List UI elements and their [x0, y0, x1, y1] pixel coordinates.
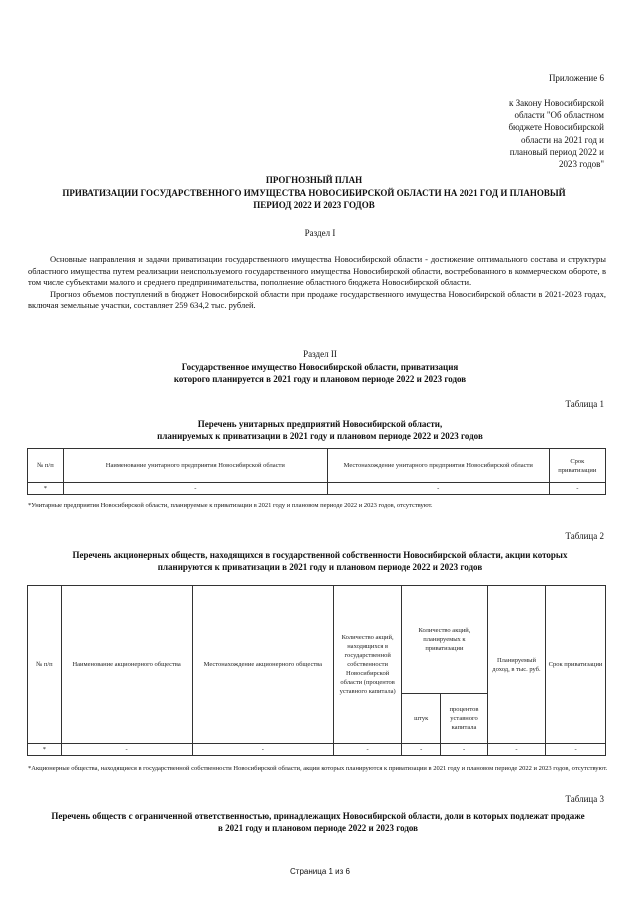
joint-stock-companies-table: [27, 585, 606, 756]
section-1-paragraph: Основные направления и задачи приватизации государственного имущества Новосибирской области - достижение оптимального состава и структуры областного имущества путем реализации неиспользуемого государственного имущества Новосибирской области, востребованного в коммерческом обороте, в том числе субъектами малого и среднего предпринимательства, пополнение областного бюджета Новосибирской области.: [28, 254, 606, 287]
unitary-enterprises-table: [27, 448, 606, 495]
column-subheader: штук: [402, 694, 441, 744]
table-1-title: [60, 418, 580, 442]
table-1-footnote: *Унитарные предприятия Новосибирской области, планируемые к приватизации в 2021 году и плановом периоде 2022 и 2023 годов, отсутствуют.: [28, 502, 433, 509]
section-2-title: [60, 361, 580, 385]
appendix-ref-line: бюджете Новосибирской: [508, 122, 604, 133]
table-cell: -: [334, 744, 402, 756]
table-cell: -: [487, 744, 545, 756]
column-header: Наименование унитарного предприятия Новосибирской области: [63, 449, 327, 483]
appendix-number: Приложение 6: [548, 73, 604, 83]
table-cell: -: [546, 744, 606, 756]
table-2-title-line: планируются к приватизации в 2021 году и плановом периоде 2022 и 2023 годов: [157, 562, 483, 572]
table-cell: *: [28, 744, 62, 756]
title-line: ПРИВАТИЗАЦИИ ГОСУДАРСТВЕННОГО ИМУЩЕСТВА НОВОСИБИРСКОЙ ОБЛАСТИ НА 2021 ГОД И ПЛАНОВЫЙ: [62, 187, 566, 198]
column-subheader: процентов уставного капитала: [441, 694, 488, 744]
table-2-label: Таблица 2: [565, 531, 604, 541]
table-3-title-line: в 2021 году и плановом периоде 2022 и 2023 годов: [217, 823, 419, 833]
table-cell: -: [402, 744, 441, 756]
table-cell: -: [63, 483, 327, 495]
column-header: Планируемый доход, в тыс. руб.: [487, 586, 545, 744]
column-header: Количество акций, находящихся в государственной собственности Новосибирской области (процентов уставного капитала): [334, 586, 402, 744]
column-header: Наименование акционерного общества: [61, 586, 192, 744]
appendix-ref-line: к Закону Новосибирской: [509, 98, 604, 108]
table-2-title: [30, 549, 610, 573]
table-cell: -: [327, 483, 549, 495]
table-cell: -: [549, 483, 605, 495]
column-header: № п/п: [28, 449, 64, 483]
table-3-title-line: Перечень обществ с ограниченной ответственностью, принадлежащих Новосибирской области, доли в которых подлежат продаже: [51, 811, 585, 821]
table-2-title-line: Перечень акционерных обществ, находящихся в государственной собственности Новосибирской области, акции которых: [72, 550, 568, 560]
column-header: Количество акций, планируемых к приватизации: [402, 586, 488, 694]
appendix-ref-line: плановый период 2022 и: [509, 146, 604, 157]
column-header: Срок приватизации: [549, 449, 605, 483]
table-header-row: [28, 449, 606, 483]
table-header-row: [28, 586, 606, 694]
document-title: [40, 174, 588, 212]
column-header: Местонахождение унитарного предприятия Новосибирской области: [327, 449, 549, 483]
appendix-reference: [470, 97, 604, 170]
section-1-paragraph: Прогноз объемов поступлений в бюджет Новосибирской области при продаже государственного имущества Новосибирской области в 2021-2023 годах, включая земельные участки, составляет 259 634,2 тыс. рублей.: [28, 288, 606, 310]
appendix-ref-line: области "Об областном: [514, 110, 604, 121]
table-3-label: Таблица 3: [565, 794, 604, 804]
column-header: Срок приватизации: [546, 586, 606, 744]
title-line: ПРОГНОЗНЫЙ ПЛАН: [265, 175, 363, 185]
column-header: Местонахождение акционерного общества: [192, 586, 334, 744]
table-1-title-line: Перечень унитарных предприятий Новосибирской области,: [197, 419, 443, 429]
table-row: [28, 483, 606, 495]
table-cell: *: [28, 483, 64, 495]
column-header: № п/п: [28, 586, 62, 744]
section-2-heading: Раздел II: [303, 349, 337, 359]
section-2-title-line: которого планируется в 2021 году и плановом периоде 2022 и 2023 годов: [173, 374, 467, 384]
appendix-ref-line: области на 2021 год и: [521, 134, 604, 145]
table-1-label: Таблица 1: [565, 399, 604, 409]
table-cell: -: [192, 744, 334, 756]
section-1-heading: Раздел I: [304, 228, 336, 238]
section-1-body: [28, 254, 606, 312]
table-cell: -: [441, 744, 488, 756]
table-2-footnote: *Акционерные общества, находящиеся в государственной собственности Новосибирской области, акции которых планируются к приватизации в 2021 году и плановом периоде 2022 и 2023 годов, отсутствуют.: [28, 765, 608, 772]
table-3-title: [28, 810, 608, 834]
title-line: ПЕРИОД 2022 И 2023 ГОДОВ: [253, 200, 375, 210]
table-cell: -: [61, 744, 192, 756]
section-2-title-line: Государственное имущество Новосибирской области, приватизация: [181, 362, 459, 372]
table-row: [28, 744, 606, 756]
page-number: Страница 1 из 6: [290, 867, 350, 876]
table-1-title-line: планируемых к приватизации в 2021 году и плановом периоде 2022 и 2023 годов: [157, 431, 483, 441]
appendix-ref-line: 2023 годов": [559, 159, 604, 170]
